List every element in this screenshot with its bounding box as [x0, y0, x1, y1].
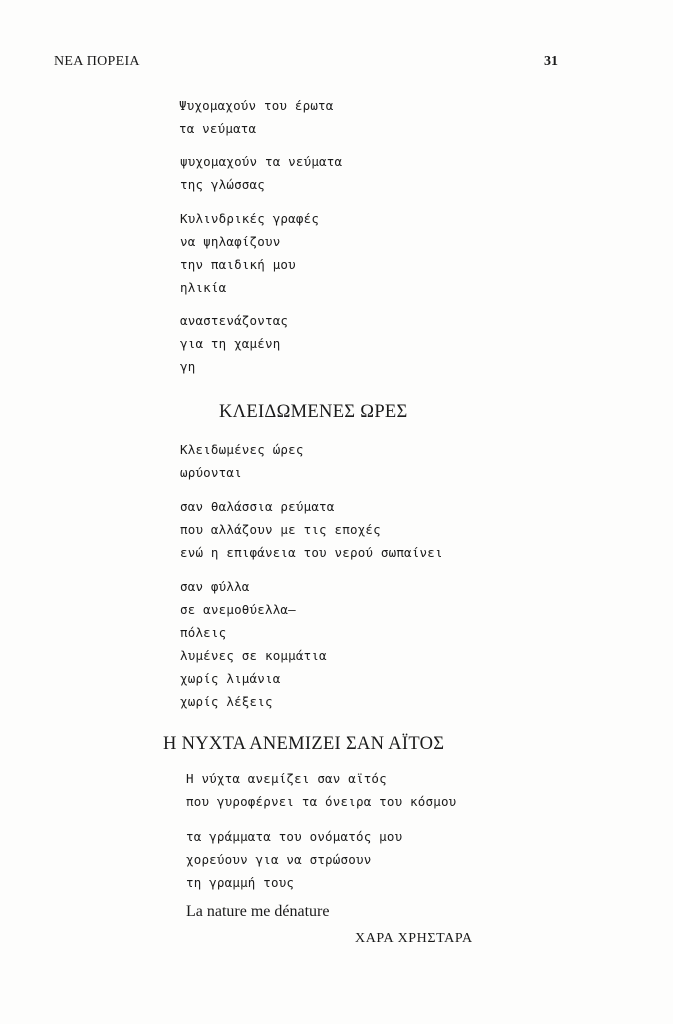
epigraph: La nature me dénature — [186, 903, 330, 920]
verse-line: για τη χαμένη — [180, 336, 281, 351]
verse-line: αναστενάζοντας — [180, 313, 289, 328]
poem1-stanza-2 — [180, 150, 342, 196]
journal-title: ΝΕΑ ΠΟΡΕΙΑ — [54, 54, 140, 69]
verse-line: σαν θαλάσσια ρεύματα — [180, 499, 335, 514]
poem2-stanza-3 — [180, 575, 327, 713]
verse-line: Η νύχτα ανεμίζει σαν αϊτός — [186, 771, 387, 786]
verse-line: να ψηλαφίζουν — [180, 234, 281, 249]
verse-line: Κλειδωμένες ώρες — [180, 442, 304, 457]
verse-line: Ψυχομαχούν του έρωτα — [179, 98, 334, 113]
poem1-stanza-4 — [180, 309, 288, 378]
verse-line: που αλλάζουν με τις εποχές — [180, 522, 381, 537]
verse-line: την παιδική μου — [180, 257, 296, 272]
poem3-stanza-1 — [186, 767, 456, 813]
poem1-stanza-3 — [180, 207, 319, 299]
verse-line: τα νεύματα — [179, 121, 257, 136]
verse-line: που γυροφέρνει τα όνειρα του κόσμου — [186, 794, 457, 809]
author-signature: ΧΑΡΑ ΧΡΗΣΤΑΡΑ — [355, 931, 473, 946]
verse-line: χωρίς λιμάνια — [180, 671, 281, 686]
verse-line: ηλικία — [180, 280, 227, 295]
verse-line: τα γράμματα του ονόματός μου — [186, 829, 403, 844]
poem2-stanza-1 — [180, 438, 304, 484]
verse-line: πόλεις — [180, 625, 227, 640]
poem2-title: ΚΛΕΙΔΩΜΕΝΕΣ ΩΡΕΣ — [219, 402, 408, 422]
verse-line: τη γραμμή τους — [186, 875, 295, 890]
verse-line: σε ανεμοθύελλα— — [180, 602, 296, 617]
poem2-stanza-2 — [180, 495, 443, 564]
verse-line: ενώ η επιφάνεια του νερού σωπαίνει — [180, 545, 443, 560]
verse-line: σαν φύλλα — [180, 579, 250, 594]
verse-line: γη — [180, 359, 196, 374]
verse-line: ωρύονται — [180, 465, 242, 480]
verse-line: χορεύουν για να στρώσουν — [186, 852, 372, 867]
poem3-stanza-2 — [186, 825, 402, 894]
verse-line: ψυχομαχούν τα νεύματα — [180, 154, 343, 169]
poem1-stanza-1 — [179, 94, 334, 140]
verse-line: χωρίς λέξεις — [180, 694, 273, 709]
verse-line: της γλώσσας — [180, 177, 265, 192]
poem3-title: Η ΝΥΧΤΑ ΑΝΕΜΙΖΕΙ ΣΑΝ ΑΪΤΟΣ — [163, 734, 445, 754]
verse-line: Κυλινδρικές γραφές — [180, 211, 320, 226]
verse-line: λυμένες σε κομμάτια — [180, 648, 327, 663]
page-number: 31 — [544, 54, 558, 69]
